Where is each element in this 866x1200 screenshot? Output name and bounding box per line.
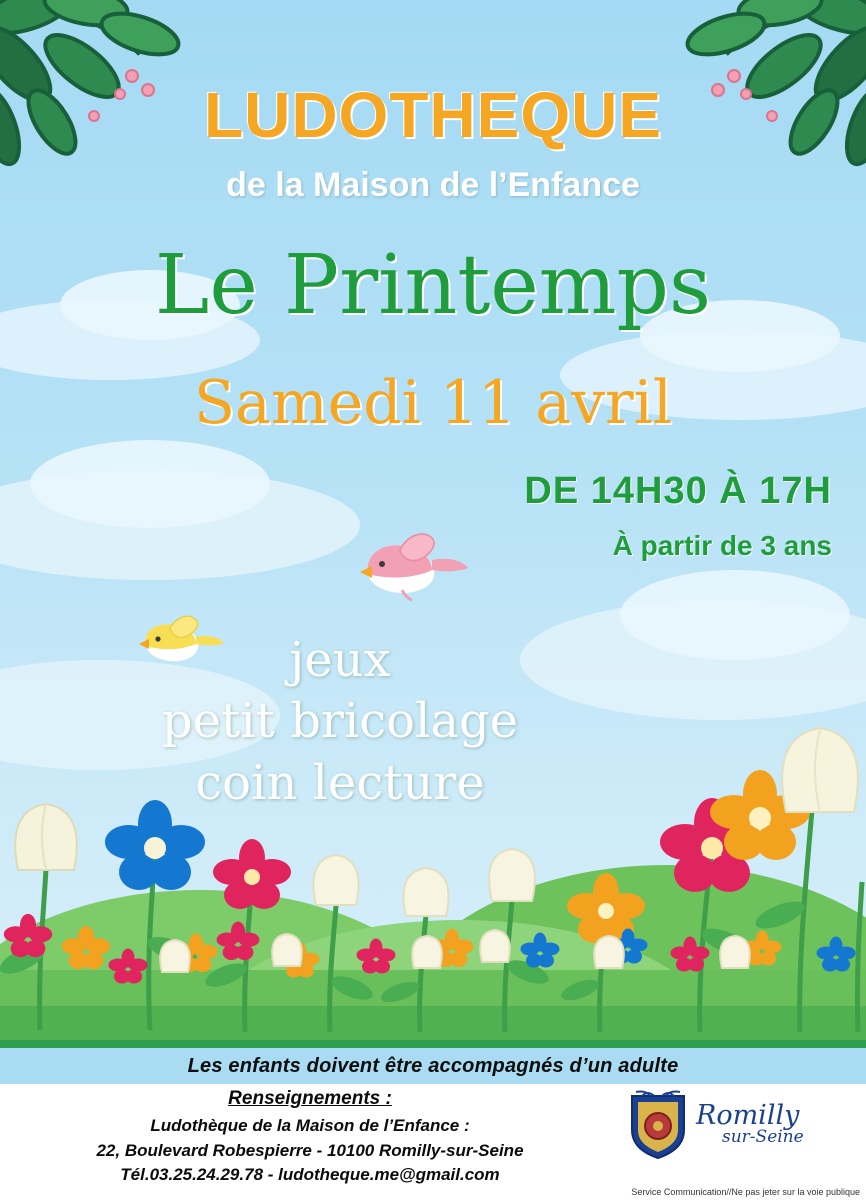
subtitle: de la Maison de l’Enfance bbox=[226, 166, 640, 204]
pink-bird-icon bbox=[338, 528, 468, 608]
cloud-shape bbox=[30, 440, 270, 528]
activities-list bbox=[0, 630, 680, 814]
town-logo bbox=[628, 1090, 858, 1162]
supervision-notice: Les enfants doivent être accompagnés d’un adulte bbox=[187, 1054, 679, 1077]
coat-of-arms-icon bbox=[628, 1090, 688, 1160]
season-title: Le Printemps bbox=[154, 238, 712, 333]
town-name bbox=[696, 1102, 804, 1146]
age-requirement: À partir de 3 ans bbox=[612, 530, 832, 561]
event-hours: DE 14H30 À 17H bbox=[524, 470, 832, 512]
event-date: Samedi 11 avril bbox=[193, 368, 673, 438]
town-name-line1: Romilly bbox=[696, 1100, 800, 1131]
footer bbox=[0, 1084, 866, 1200]
town-name-line2: sur-Seine bbox=[722, 1127, 804, 1147]
notice-bar bbox=[0, 1048, 866, 1084]
activity-item: petit bricolage bbox=[161, 693, 519, 750]
footer-phone-email: Tél.03.25.24.29.78 - ludotheque.me@gmail.com bbox=[120, 1165, 500, 1185]
activity-item: jeux bbox=[289, 632, 391, 688]
footer-org-name: Ludothèque de la Maison de l’Enfance : bbox=[150, 1116, 470, 1135]
footer-contact-block bbox=[0, 1088, 620, 1188]
footer-address: 22, Boulevard Robespierre - 10100 Romilly-sur-Seine bbox=[96, 1140, 524, 1160]
page-title: LUDOTHEQUE bbox=[204, 79, 662, 151]
service-note: Service Communication//Ne pas jeter sur la voie publique bbox=[631, 1187, 860, 1197]
activity-item: coin lecture bbox=[195, 754, 485, 811]
footer-info-title: Renseignements : bbox=[228, 1088, 392, 1109]
